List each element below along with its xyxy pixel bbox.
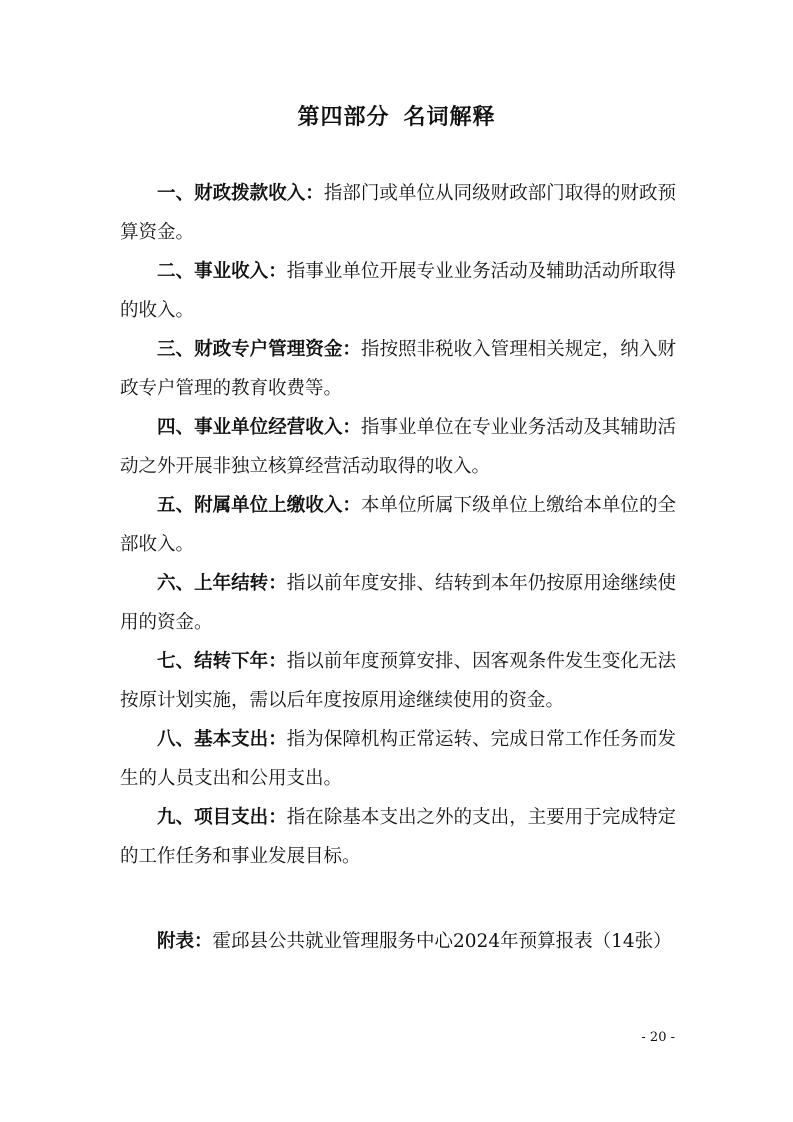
definition-term: 二、事业收入： [157, 261, 287, 282]
title-part: 第四部分 [297, 105, 390, 130]
definition-text: 本单位所属下级单位上缴给本单位的全部收入。 [120, 495, 676, 555]
definition-paragraph [120, 408, 676, 486]
definition-term: 五、附属单位上缴收入： [157, 495, 361, 516]
appendix-paragraph [120, 922, 676, 961]
appendix-note [120, 922, 676, 961]
definition-term: 八、基本支出： [157, 729, 287, 750]
appendix-text: 霍邱县公共就业管理服务中心2024年预算报表（14张） [212, 931, 672, 952]
definition-text: 指部门或单位从同级财政部门取得的财政预算资金。 [120, 183, 676, 243]
title-name: 名词解释 [403, 105, 496, 130]
definition-paragraph [120, 174, 676, 252]
definition-paragraph [120, 798, 676, 876]
definition-term: 六、上年结转： [157, 573, 287, 594]
definition-term: 三、财政专户管理资金： [157, 339, 361, 360]
page-title [0, 100, 793, 131]
definition-text: 指在除基本支出之外的支出，主要用于完成特定的工作任务和事业发展目标。 [120, 807, 676, 867]
page-number: - 20 - [641, 1030, 675, 1045]
definition-paragraph [120, 252, 676, 330]
definition-text: 指以前年度安排、结转到本年仍按原用途继续使用的资金。 [120, 573, 676, 633]
appendix-label: 附表： [157, 931, 213, 952]
definition-paragraph [120, 564, 676, 642]
definitions-body [120, 174, 676, 876]
definition-text: 指为保障机构正常运转、完成日常工作任务而发生的人员支出和公用支出。 [120, 729, 676, 789]
definition-term: 一、财政拨款收入： [157, 183, 324, 204]
definition-term: 九、项目支出： [157, 807, 287, 828]
definition-text: 指事业单位开展专业业务活动及辅助活动所取得的收入。 [120, 261, 676, 321]
definition-paragraph [120, 642, 676, 720]
definition-text: 指事业单位在专业业务活动及其辅助活动之外开展非独立核算经营活动取得的收入。 [120, 417, 676, 477]
definition-paragraph [120, 720, 676, 798]
definition-paragraph [120, 486, 676, 564]
definition-paragraph [120, 330, 676, 408]
definition-text: 指以前年度预算安排、因客观条件发生变化无法按原计划实施，需以后年度按原用途继续使用的资金。 [120, 651, 676, 711]
definition-term: 四、事业单位经营收入： [157, 417, 361, 438]
definition-text: 指按照非税收入管理相关规定，纳入财政专户管理的教育收费等。 [120, 339, 676, 399]
definition-term: 七、结转下年： [157, 651, 287, 672]
